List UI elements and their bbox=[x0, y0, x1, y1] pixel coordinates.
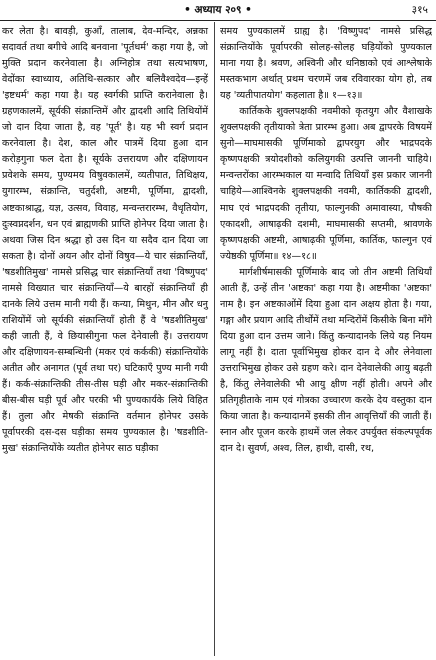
paragraph: कर लेता है। बावड़ी, कुआँ, तालाब, देव-मन्दिर, अन्नका सदावर्त तथा बगीचे आदि बनवाना 'पूर्तधर्म' कहा गया है, जो मुक्ति प्रदान करनेवाला है। अग्निहोत्र तथा सत्यभाषण, वेदोंका स्वाध्याय, अतिथि-सत्कार और बलिवैश्वदेव—इन्हें 'इष्टधर्म' कहा गया है। यह स्वर्गकी प्राप्ति करानेवाला है। ग्रहणकालमें, सूर्यकी संक्रान्तिमें और द्वादशी आदि तिथियोंमें जो दान दिया जाता है, वह 'पूर्त' है। यह भी स्वर्ग प्रदान करनेवाला है। देश, काल और पात्रमें दिया हुआ दान करोड़गुना फल देता है। सूर्यके उत्तरायण और दक्षिणायन प्रवेशके समय, पुण्यमय विषुवकालमें, व्यतीपात, तिथिक्षय, युगारम्भ, संक्रान्ति, चतुर्दशी, अष्टमी, पूर्णिमा, द्वादशी, अष्टकाश्राद्ध, यज्ञ, उत्सव, विवाह, मन्वन्तरारम्भ, वैधृतियोग, दुःस्वप्नदर्शन, धन एवं ब्राह्मणकी प्राप्ति होनेपर दिया जाता है। अथवा जिस दिन श्रद्धा हो उस दिन या सदैव दान दिया जा सकता है। दोनों अयन और दोनों विषुव—ये चार संक्रान्तियाँ, 'षडशीतिमुख' नामसे प्रसिद्ध चार संक्रान्तियाँ तथा 'विष्णुपद' नामसे विख्यात चार संक्रान्तियाँ—ये बारहों संक्रान्तियाँ ही दानके लिये उत्तम मानी गयी हैं। कन्या, मिथुन, मीन और धनु राशियोंमें जो सूर्यकी संक्रान्तियाँ होती हैं वे 'षडशीतिमुख' कही जाती हैं, वे छियासीगुना फल देनेवाली हैं। उत्तरायण और दक्षिणायन-सम्बन्धिनी (मकर एवं कर्ककी) संक्रान्तियोंके अतीत और अनागत (पूर्व तथा पर) घटिकाएँ पुण्य मानी गयी हैं। कर्क-संक्रान्तिकी तीस-तीस घड़ी और मकर-संक्रान्तिकी बीस-बीस घड़ी पूर्व और परकी भी पुण्यकार्यके लिये विहित हैं। तुला और मेषकी संक्रान्ति वर्तमान होनेपर उसके पूर्वापरकी दस-दस घड़ीका समय पुण्यकाल है। 'षडशीति-मुख' संक्रान्तियोंके व्यतीत होनेपर साठ घड़ीका bbox=[2, 26, 208, 455]
paragraph: समय पुण्यकालमें ग्राह्य है। 'विष्णुपद' नामसे प्रसिद्ध संक्रान्तियोंके पूर्वापरकी सोलह-सोलह घड़ियोंको पुण्यकाल माना गया है। श्रवण, अश्विनी और धनिष्ठाको एवं आश्लेषाके मस्तकभाग अर्थात् प्रथम चरणमें जब रविवारका योग हो, तब यह 'व्यतीपातयोग' कहलाता है॥ १—१३॥ bbox=[220, 26, 432, 102]
column-divider bbox=[214, 22, 215, 656]
chapter-title: • अध्याय २०९ • bbox=[184, 4, 252, 16]
paragraph: कार्तिकके शुक्लपक्षकी नवमीको कृतयुग और वैशाखके शुक्लपक्षकी तृतीयाको त्रेता प्रारम्भ हुआ। अब द्वापरके विषयमें सुनो—माघमासकी पूर्णिमाको द्वापरयुग और भाद्रपदके कृष्णपक्षकी त्रयोदशीको कलियुगकी उत्पत्ति जाननी चाहिये। मन्वन्तरोंका आरम्भकाल या मन्वादि तिथियाँ इस प्रकार जाननी चाहिये—आश्विनके शुक्लपक्षकी नवमी, कार्तिककी द्वादशी, माघ एवं भाद्रपदकी तृतीया, फाल्गुनकी अमावास्या, पौषकी एकादशी, आषाढ़की दशमी, माघमासकी सप्तमी, श्रावणके कृष्णपक्षकी अष्टमी, आषाढ़की पूर्णिमा, कार्तिक, फाल्गुन एवं ज्येष्ठकी पूर्णिमा॥ १४—१८॥ bbox=[220, 106, 432, 262]
paragraph: मार्गशीर्षमासकी पूर्णिमाके बाद जो तीन अष्टमी तिथियाँ आती हैं, उन्हें तीन 'अष्टका' कहा गया है। अष्टमीका 'अष्टका' नाम है। इन अष्टकाओंमें दिया हुआ दान अक्षय होता है। गया, गङ्गा और प्रयाग आदि तीर्थोंमें तथा मन्दिरोंमें किसीके बिना माँगे दिया हुआ दान उत्तम जाने। किंतु कन्यादानके लिये यह नियम लागू नहीं है। दाता पूर्वाभिमुख होकर दान दे और लेनेवाला उत्तराभिमुख होकर उसे ग्रहण करे। दान देनेवालेकी आयु बढ़ती है, किंतु लेनेवालेकी भी आयु क्षीण नहीं होती। अपने और प्रतिगृहीताके नाम एवं गोत्रका उच्चारण करके देय वस्तुका दान किया जाता है। कन्यादानमें इसकी तीन आवृत्तियाँ की जाती हैं। स्नान और पूजन करके हाथमें जल लेकर उपर्युक्त संकल्पपूर्वक दान दे। सुवर्ण, अश्व, तिल, हाथी, दासी, रथ, bbox=[220, 266, 432, 455]
left-column bbox=[2, 24, 212, 656]
right-column bbox=[220, 24, 432, 656]
page-header bbox=[0, 0, 436, 21]
page-number: ३१५ bbox=[411, 4, 428, 16]
